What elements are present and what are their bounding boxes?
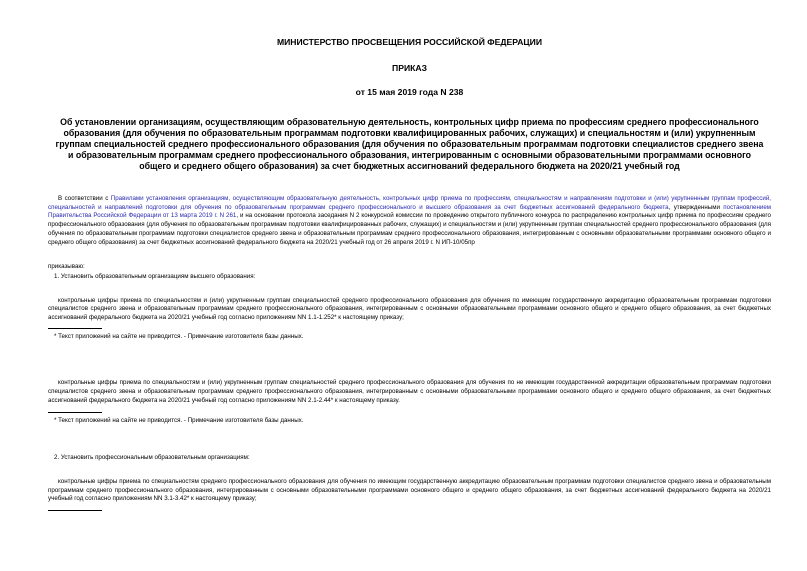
paragraph-2: контрольные цифры приема по специальностям и (или) укрупненным группам специальностей среднего профессионального образования для обучения по не имеющим государственной аккредитации образовательным программам подготовки специалистов среднего звена и образовательным программам среднего профессионального образования, интегрированным с основными образовательными программами основного общего и среднего общего образования, за счет бюджетных ассигнований федерального бюджета на 2020/21 учебный год согласно приложениям NN 2.1-2.44* к настоящему приказу. bbox=[48, 379, 771, 404]
lead-suffix: , и на основании протокола заседания N 2 конкурсной комиссии по проведению открытого публичного конкурса по распределению контрольных цифр приема по профессиям среднего профессионального образования (для обучения по образовательным программам подготовки квалифицированных рабочих, служащих) и специальностям и (или) укрупненным группам специальностей среднего профессионального образования (для обучения по образовательным программам подготовки специалистов среднего звена и образовательным программам среднего профессионального образования, интегрированным с основными образовательными программами основного общего и среднего общего образования) за счет бюджетных ассигнований федерального бюджета на 2020/21 учебный год от 26 апреля 2019 г. N ИП-10/05пр bbox=[48, 212, 771, 246]
paragraph-1: контрольные цифры приема по специальностям и (или) укрупненным группам специальностей среднего профессионального образования для обучения по имеющим государственную аккредитацию образовательным программам подготовки специалистов среднего звена и образовательным программам среднего профессионального образования, интегрированным с основными образовательными программами основного общего и среднего общего образования, за счет бюджетных ассигнований федерального бюджета на 2020/21 учебный год согласно приложениям NN 1.1-1.252* к настоящему приказу; bbox=[48, 296, 771, 322]
rules-link[interactable]: Правилами установления организациям, осуществляющим образовательную деятельность, контрольных цифр приема по профессиям, специальностям и направлениям подготовки и (или) укрупненным группам профессий, специальностей и направлений подготовки для обучения по образовательным программам среднего профессионального и высшего образования за счет бюджетных ассигнований федерального бюджета bbox=[48, 195, 771, 211]
paragraph-3: контрольные цифры приема по специальностям среднего профессионального образования для обучения по имеющим государственную аккредитацию образовательным программам подготовки специалистов среднего звена и образовательным программам среднего профессионального образования, интегрированным с основными образовательными программами основного общего и среднего общего образования, за счет бюджетных ассигнований федерального бюджета на 2020/21 учебный год согласно приложениям NN 3.1-3.42* к настоящему приказу; bbox=[48, 477, 771, 503]
document-subject: Об установлении организациям, осуществляющим образовательную деятельность, контрольных цифр приема по профессиям среднего профессионального образования (для обучения по образовательным программам подготовки квалифицированных рабочих, служащих) и специальностям и (или) укрупненным группам специальностей среднего профессионального образования (для обучения по образовательным программам подготовки специалистов среднего звена и образовательным программам среднего профессионального образования, интегрированным с основными образовательными программами основного общего и среднего общего образования) за счет бюджетных ассигнований федерального бюджета на 2020/21 учебный год bbox=[55, 117, 764, 171]
lead-prefix: В соответствии с bbox=[58, 195, 111, 202]
lead-mid: , утвержденными bbox=[668, 203, 724, 211]
ministry-heading: МИНИСТЕРСТВО ПРОСВЕЩЕНИЯ РОССИЙСКОЙ ФЕДЕРАЦИИ bbox=[276, 37, 543, 47]
footnote-2: * Текст приложений на сайте не приводится. - Примечание изготовителя базы данных. bbox=[54, 416, 304, 424]
footnote-1: * Текст приложений на сайте не приводится. - Примечание изготовителя базы данных. bbox=[54, 332, 304, 340]
prikazyvayu-text: приказываю: bbox=[48, 263, 85, 271]
lead-paragraph bbox=[48, 195, 771, 247]
item-1-heading: 1. Установить образовательным организациям высшего образования: bbox=[54, 272, 256, 280]
document-type: ПРИКАЗ bbox=[392, 63, 427, 73]
footnote-divider bbox=[48, 412, 102, 413]
item-2-heading: 2. Установить профессиональным образовательным организациям: bbox=[54, 454, 250, 462]
government-decree-link[interactable]: постановлением Правительства Российской Федерации от 13 марта 2019 г. N 261 bbox=[48, 203, 772, 220]
footnote-divider bbox=[48, 510, 102, 511]
footnote-divider bbox=[48, 328, 102, 329]
document-date-number: от 15 мая 2019 года N 238 bbox=[355, 87, 464, 97]
